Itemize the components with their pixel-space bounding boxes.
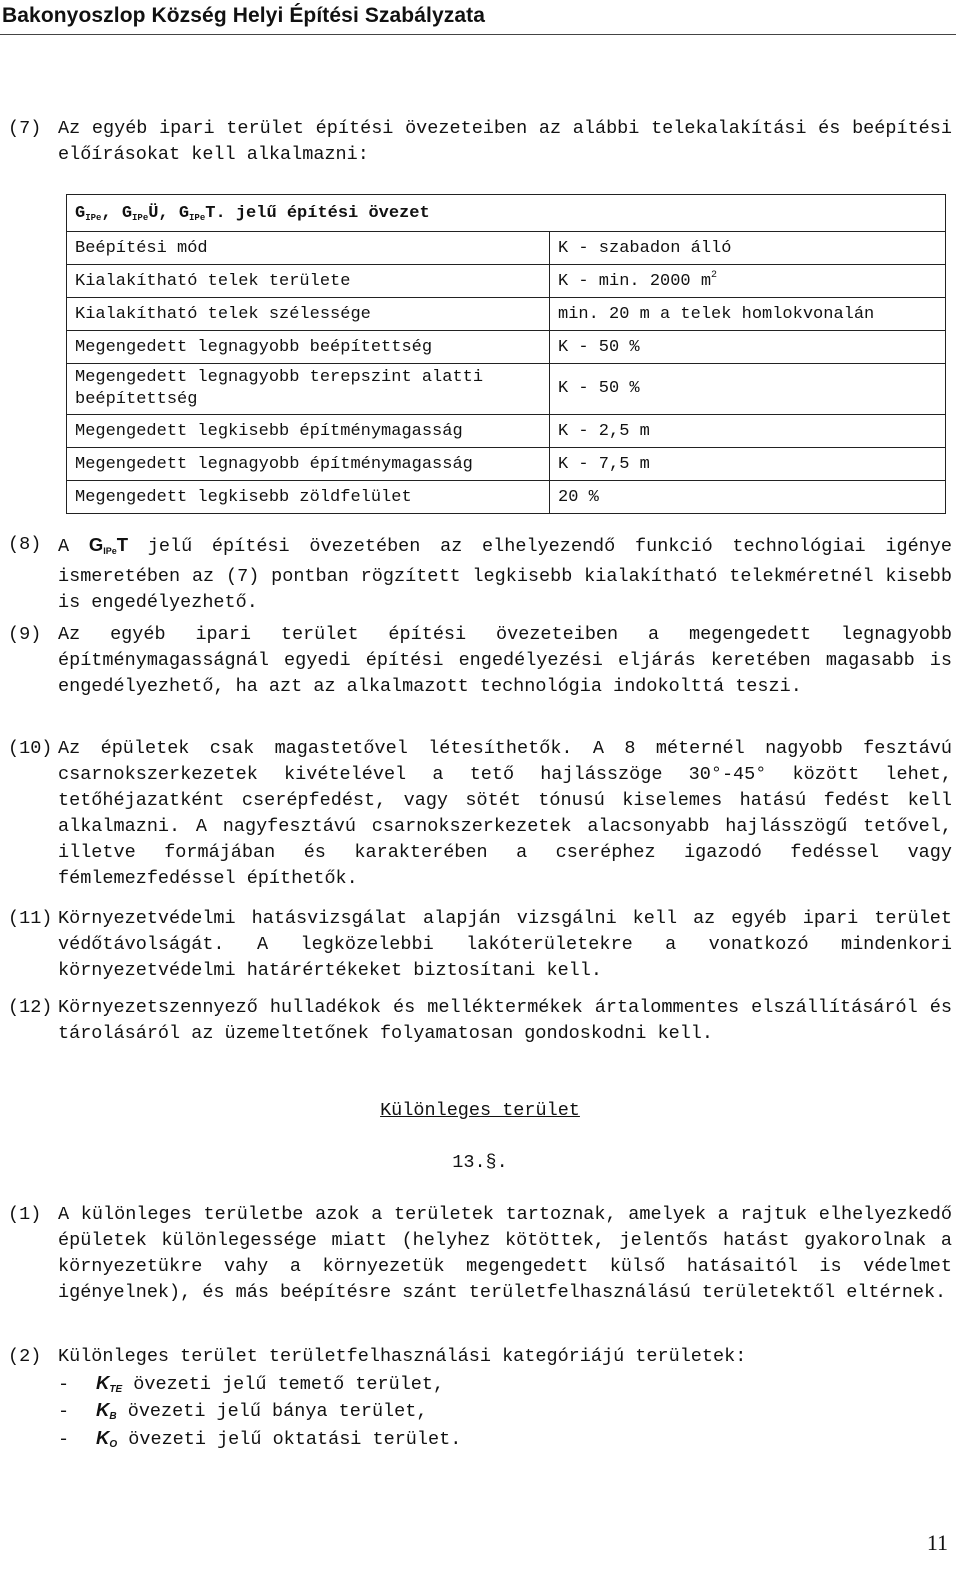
paragraph-number: (7) (8, 118, 42, 139)
row-label: Beépítési mód (67, 232, 550, 265)
zone-code: $K_{TE}$ (96, 1372, 123, 1395)
paragraph-text: Környezetszennyező hulladékok és melléktermékek ártalommentes elszállításáról és tárolásáról az üzemeltetőnek folyamatosan gondoskodni kell. (58, 997, 952, 1044)
paragraph-text: Különleges terület területfelhasználási kategóriájú területek: (58, 1346, 747, 1367)
list-item: - $K_O$ övezeti jelű oktatási terület. (58, 1427, 462, 1450)
paragraph-9 (8, 622, 952, 700)
row-value: K - 2,5 m (550, 415, 946, 448)
page-number: 11 (926, 1530, 948, 1555)
paragraph-12 (8, 995, 952, 1047)
row-label: Megengedett legnagyobb építménymagasság (67, 448, 550, 481)
table-row (67, 415, 946, 448)
superscript: 2 (711, 269, 718, 281)
row-label: Megengedett legkisebb építménymagasság (67, 415, 550, 448)
table-row (67, 232, 946, 265)
table-row (67, 448, 946, 481)
paragraph-8 (8, 532, 952, 616)
paragraph-11 (8, 906, 952, 984)
paragraph-number: (11) (8, 908, 53, 929)
section-paragraph-2 (8, 1344, 952, 1370)
zone-code: $K_B$ (96, 1399, 117, 1422)
paragraph-text: Az épületek csak magastetővel létesíthetők. A 8 méternél nagyobb fesztávú csarnokszerkezetek kivételével a tető hajlásszöge 30°-45° között lehet, tetőhéjazatként cserépfedést, vagy sötét tónusú kiselemes hatású fedést kell alkalmazni. A nagyfesztávú csarnokszerkezetek alacsonyabb hajlásszögű tetővel, illetve formájában és karakterében a cseréphez igazodó fedéssel vagy fémlemezfedéssel építhetők. (58, 738, 952, 889)
zone-code: $G_{IPe}T$ (88, 534, 129, 556)
row-value: K - szabadon álló (550, 232, 946, 265)
paragraph-text: A különleges területbe azok a területek tartoznak, amelyek a rajtuk elhelyezkedő épületek különlegessége miatt (helyhez kötöttek, jelentős hatást gyakorolnak a környezetükre vahy a környezetük megengedett külső hatásaitól is védelmet igényelnek), és más beépítésre szánt területfelhasználású területektől eltérnek. (58, 1204, 952, 1303)
paragraph-text: Az egyéb ipari terület építési övezeteiben az alábbi telekalakítási és beépítési előírásokat kell alkalmazni: (58, 118, 952, 165)
document-header (0, 0, 956, 35)
paragraph-10 (8, 736, 952, 892)
row-label: Megengedett legnagyobb terepszint alatti beépítettség (67, 364, 550, 415)
paragraph-text: A $G_{IPe}T$ jelű építési övezetében az elhelyezendő funkció technológiai igénye ismeretében az (7) pontban rögzített legkisebb kialakítható telekméretnél kisebb is engedélyezhető. (58, 534, 952, 613)
paragraph-text: Környezetvédelmi hatásvizsgálat alapján vizsgálni kell az egyéb ipari terület védőtávolságát. A legközelebbi lakóterületekre a vonatkozó mindenkori környezetvédelmi határértékeket biztosítani kell. (58, 908, 952, 981)
paragraph-number: (8) (8, 534, 42, 555)
list-item: - $K_B$ övezeti jelű bánya terület, (58, 1399, 428, 1422)
paragraph-text: Az egyéb ipari terület építési övezeteiben a megengedett legnagyobb építménymagasságnál egyedi építési engedélyezési eljárás keretében magasabb is engedélyezhető, ha azt az alkalmazott technológia indokolttá teszi. (58, 624, 952, 697)
table-row (67, 331, 946, 364)
table-row (67, 298, 946, 331)
row-label: Megengedett legkisebb zöldfelület (67, 481, 550, 514)
paragraph-number: (9) (8, 624, 42, 645)
row-label: Kialakítható telek területe (67, 265, 550, 298)
table-heading: $G_{IPe}$, $G_{IPe}Ü$, $G_{IPe}T$. jelű építési övezet (67, 195, 946, 232)
zoning-requirements-table (66, 194, 946, 514)
table-row (67, 481, 946, 514)
paragraph-7 (8, 116, 952, 168)
table-row (67, 265, 946, 298)
paragraph-number: (12) (8, 997, 53, 1018)
table-row (67, 364, 946, 415)
paragraph-number: (1) (8, 1204, 42, 1225)
section-paragraph-1 (8, 1202, 952, 1306)
paragraph-number: (10) (8, 738, 53, 759)
row-label: Kialakítható telek szélessége (67, 298, 550, 331)
row-value: 20 % (550, 481, 946, 514)
section-number: 13.§. (452, 1152, 508, 1173)
row-value: K - min. 2000 $m^2$ (550, 265, 946, 298)
zone-code: $K_O$ (96, 1427, 118, 1450)
row-value: K - 7,5 m (550, 448, 946, 481)
list-item: - $K_{TE}$ övezeti jelű temető terület, (58, 1372, 445, 1395)
row-value: K - 50 % (550, 331, 946, 364)
row-value: min. 20 m a telek homlokvonalán (550, 298, 946, 331)
table-heading-row (67, 195, 946, 232)
row-value: K - 50 % (550, 364, 946, 415)
document-title: Bakonyoszlop Község Helyi Építési Szabályzata (2, 4, 485, 27)
paragraph-number: (2) (8, 1346, 42, 1367)
section-title: Különleges terület (380, 1100, 580, 1121)
row-label: Megengedett legnagyobb beépítettség (67, 331, 550, 364)
